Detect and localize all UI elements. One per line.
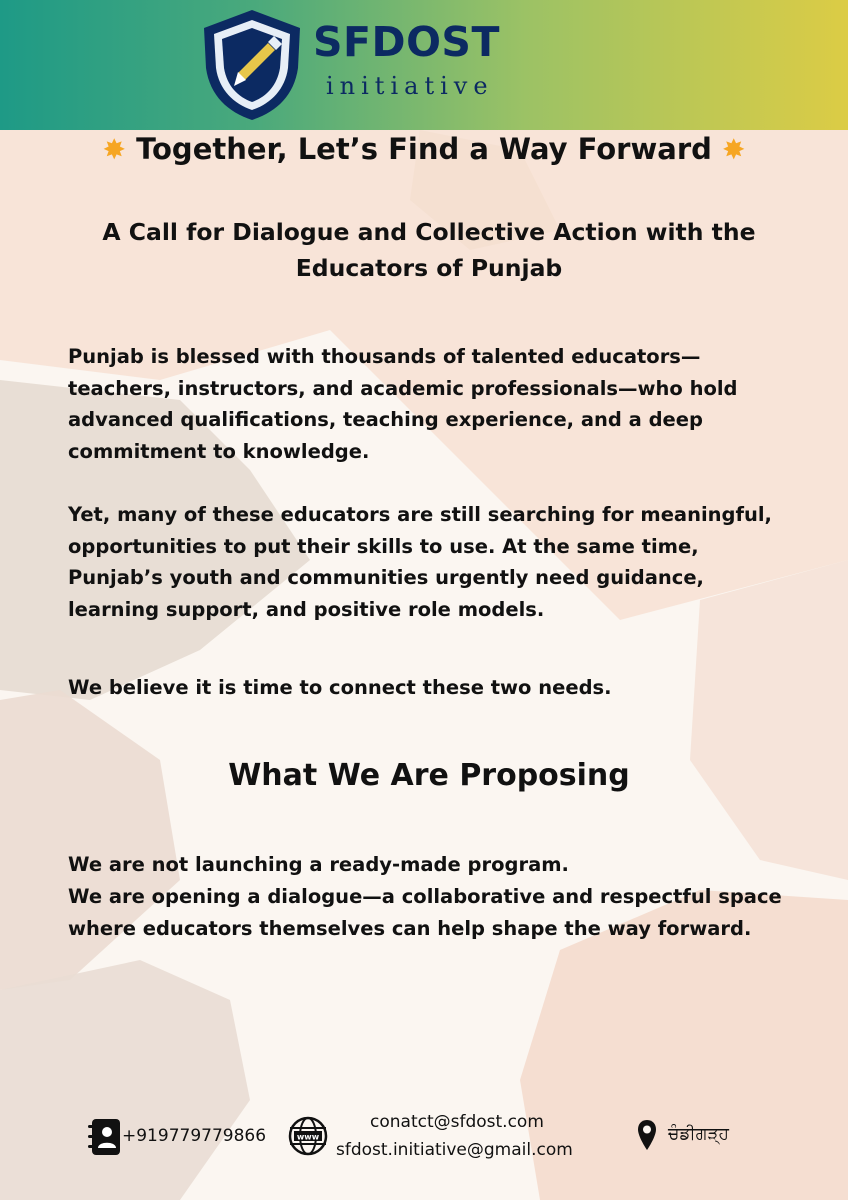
- proposal-line-2: We are opening a dialogue—a collaborative and respectful space where educators themselves can help shape the way forward.: [68, 885, 782, 940]
- svg-text:www: www: [296, 1132, 320, 1142]
- paragraph-opportunities: Yet, many of these educators are still searching for meaningful, opportunities to put their skills to use. At the same time, Punjab’s youth and communities urgently need guidance, learning support, and positive role models.: [68, 503, 772, 621]
- headline-text: Together, Let’s Find a Way Forward: [136, 132, 712, 166]
- paragraph-educators: Punjab is blessed with thousands of talented educators—teachers, instructors, and academic professionals—who hold advanced qualifications, teaching experience, and a deep commitment to knowledge.: [68, 345, 738, 463]
- contact-footer: [0, 1100, 848, 1180]
- location-pin-icon: [636, 1118, 658, 1152]
- phone-number[interactable]: +919779779866: [122, 1126, 267, 1146]
- paragraph-belief: We believe it is time to connect these two needs.: [68, 676, 612, 699]
- section-title-proposing: What We Are Proposing: [228, 758, 630, 793]
- globe-www-icon: [288, 1116, 328, 1156]
- email-secondary[interactable]: sfdost.initiative@gmail.com: [336, 1140, 573, 1160]
- glowing-star-icon: ✸: [722, 133, 746, 166]
- headline: [0, 132, 848, 166]
- brand-tagline: initiative: [326, 72, 494, 100]
- paragraph-proposal: [68, 849, 798, 945]
- contact-book-icon: [86, 1117, 122, 1157]
- email-primary[interactable]: conatct@sfdost.com: [370, 1112, 544, 1132]
- subtitle: A Call for Dialogue and Collective Action with the Educators of Punjab: [102, 218, 756, 282]
- location-city: ਚੰਡੀਗੜ੍ਹ: [668, 1124, 729, 1144]
- glowing-star-icon: ✸: [102, 133, 126, 166]
- proposal-line-1: We are not launching a ready-made program.: [68, 853, 569, 876]
- brand-name: SFDOST: [313, 18, 500, 66]
